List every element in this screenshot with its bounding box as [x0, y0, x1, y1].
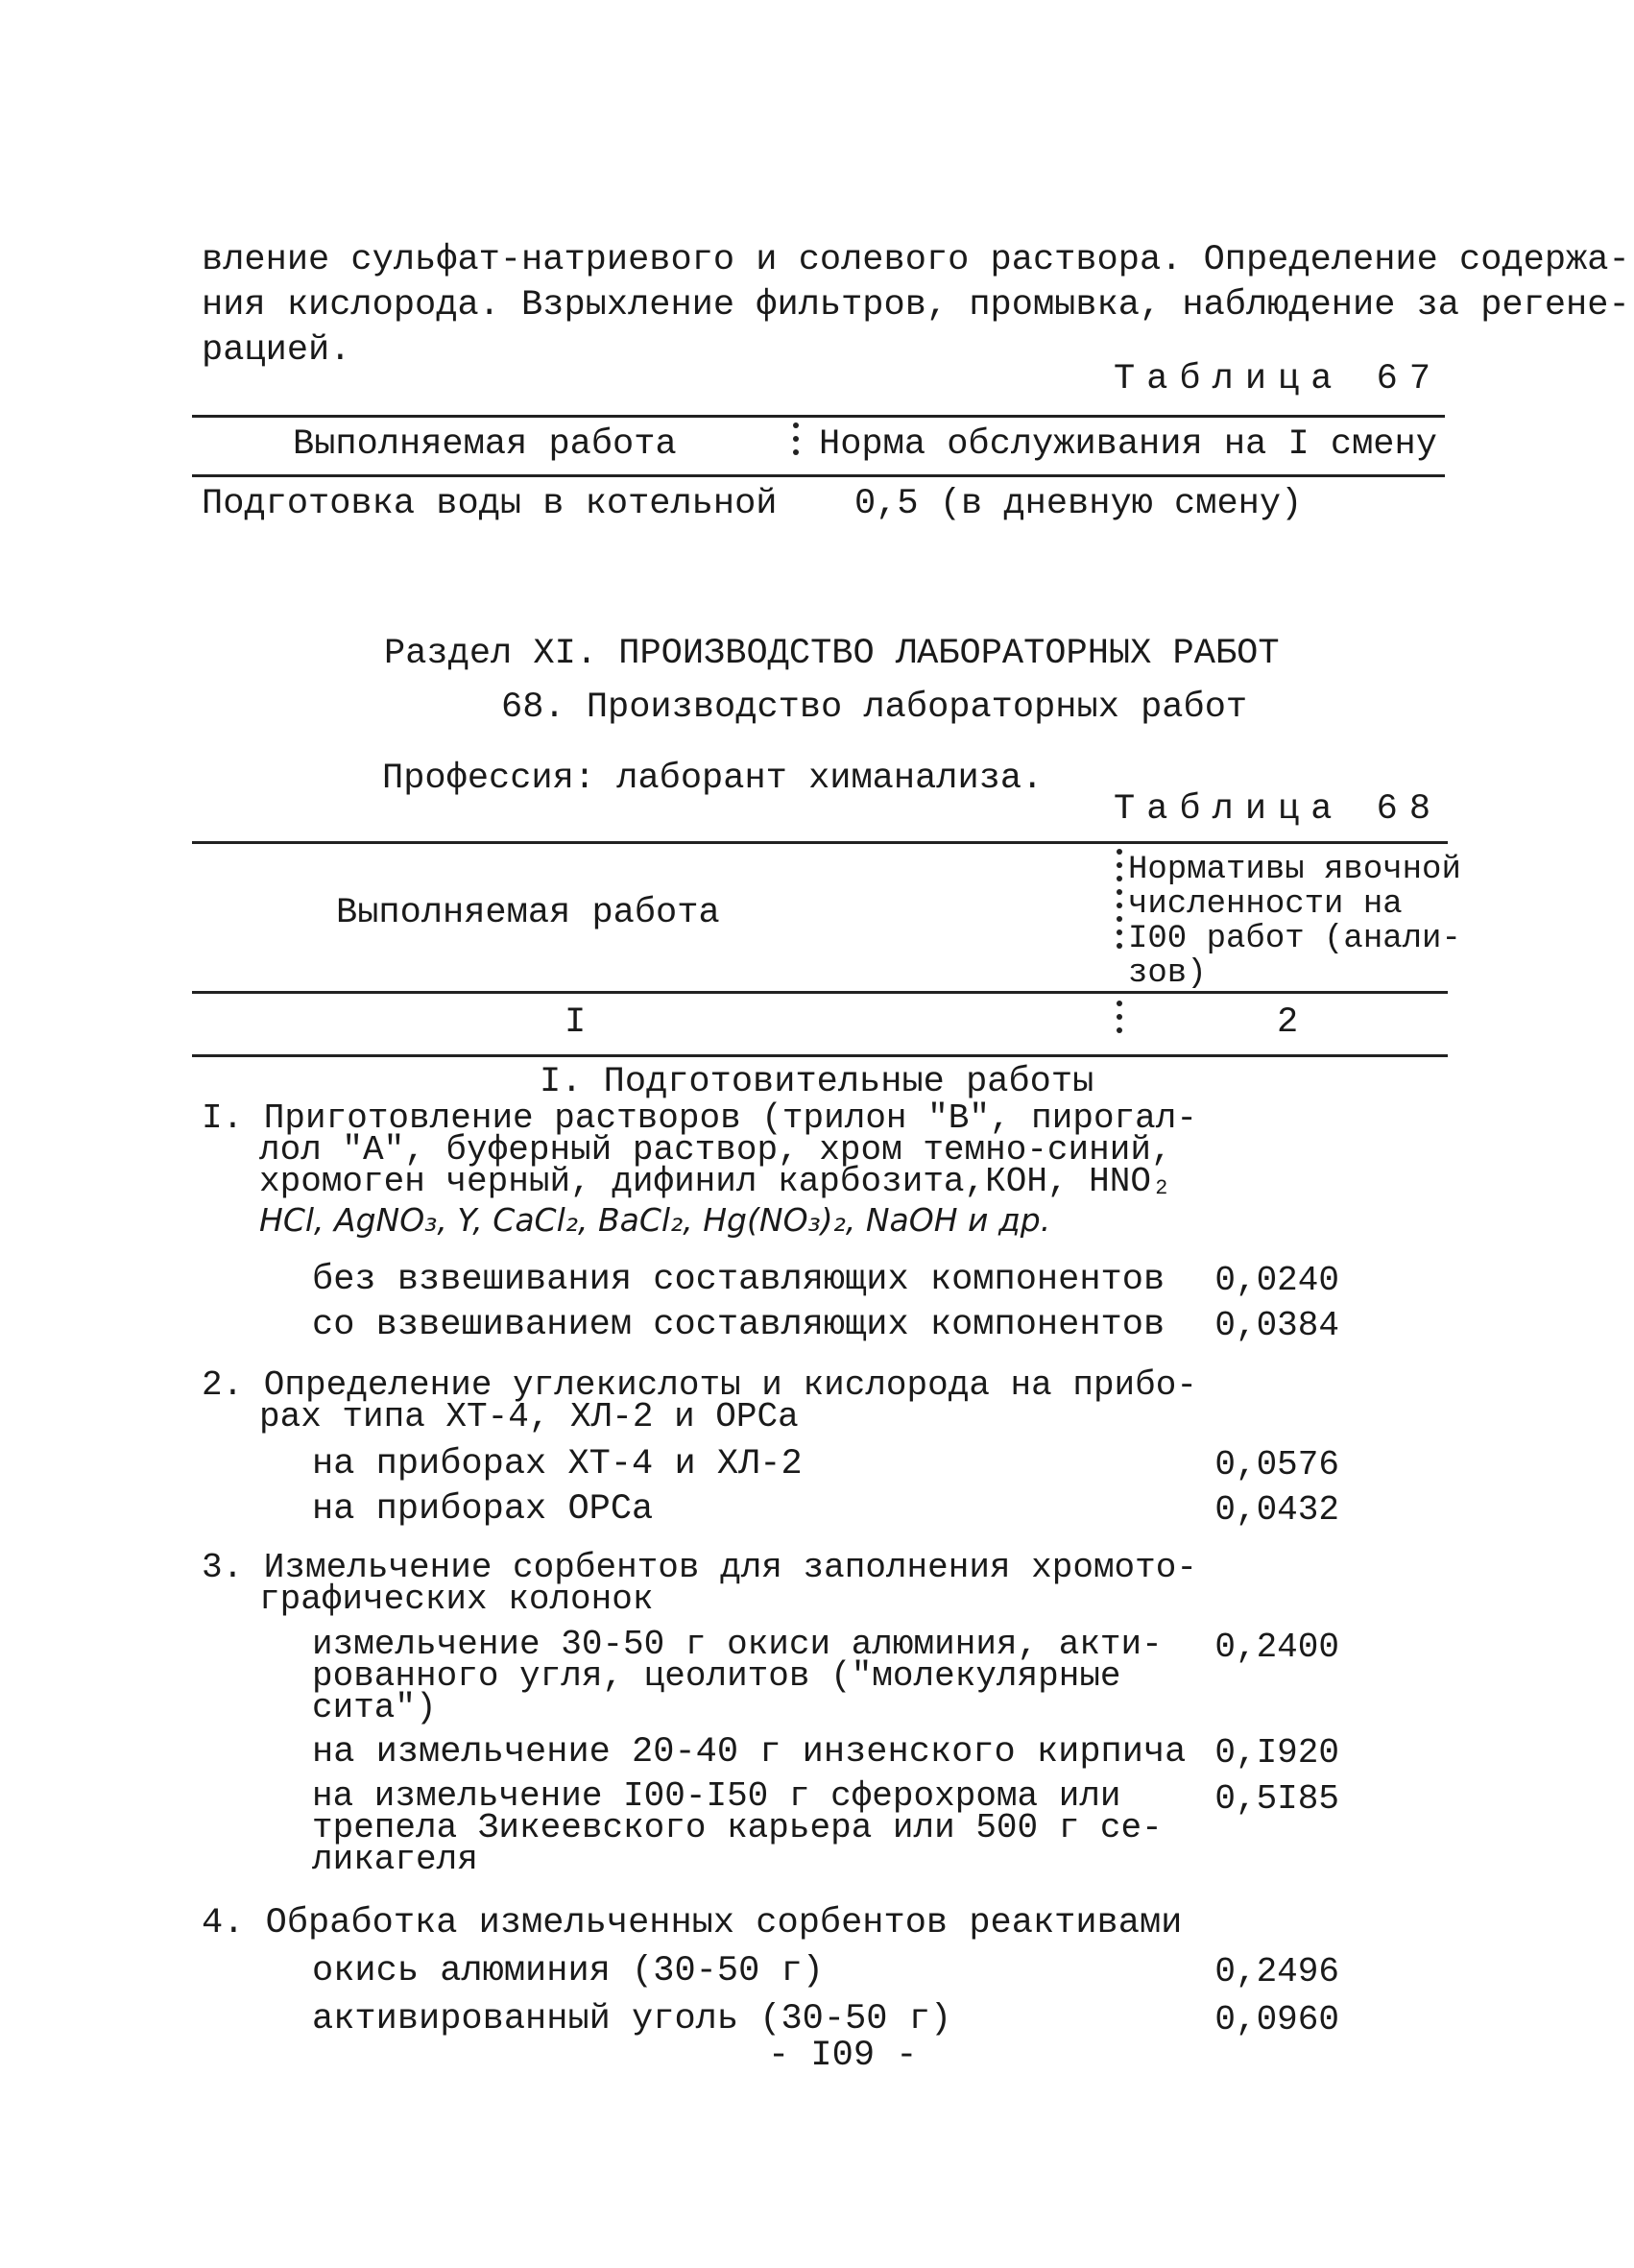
item-line: трепела Зикеевского карьера или 500 г се- [312, 1808, 1163, 1847]
table67-norm-cell: 0,5 (в дневную смену) [854, 484, 1303, 524]
item-line: 3. Измельчение сорбентов для заполнения хромото- [202, 1548, 1197, 1587]
column-separator [1117, 1001, 1122, 1041]
item-line: 2. Определение углекислоты и кислорода на прибо- [202, 1365, 1197, 1405]
intro-line: вление сульфат-натриевого и солевого раствора. Определение содержа- [202, 240, 1630, 280]
item-3-sub-1-value: 0,2400 [1214, 1628, 1339, 1667]
table68-caption: Таблица 68 [1114, 789, 1443, 830]
handwritten-reagents: HCl, AgNO₃, Y, CaCl₂, BaCl₂, Hg(NO₃)₂, NaOH и др. [259, 1201, 1051, 1239]
column-separator [1117, 849, 1122, 956]
item-4-sub-2-value: 0,0960 [1214, 2000, 1339, 2039]
table68-col2-header [1128, 853, 1461, 991]
header-line: Нормативы явочной [1128, 852, 1461, 888]
item-2-title [202, 1365, 1197, 1436]
page-number: - I09 - [768, 2036, 918, 2076]
table68-top-rule [192, 841, 1448, 844]
item-2-sub-1: на приборах ХТ-4 и ХЛ-2 [312, 1444, 803, 1484]
table68-numbers-rule [192, 1054, 1448, 1057]
header-line: численности на [1128, 886, 1403, 923]
header-line: I00 работ (анали- [1128, 921, 1461, 957]
column-number-1: I [565, 1002, 587, 1043]
item-1-sub-2: со взвешиванием составляющих компонентов [312, 1305, 1165, 1345]
item-line: хромоген черный, дифинил карбозита,КОН, HNO₂ [259, 1162, 1172, 1201]
table68-header-rule [192, 991, 1448, 994]
item-line: лол "А", буферный раствор, хром темно-синий, [259, 1130, 1172, 1170]
header-line: зов) [1128, 955, 1207, 992]
item-3-sub-3 [312, 1776, 1163, 1879]
item-4-title: 4. Обработка измельченных сорбентов реактивами [202, 1903, 1183, 1943]
section-subtitle: 68. Производство лабораторных работ [501, 688, 1248, 728]
table67-work-cell: Подготовка воды в котельной [202, 484, 778, 524]
item-line: сита") [312, 1688, 437, 1727]
item-3-sub-2-value: 0,I920 [1214, 1733, 1339, 1773]
table67-col1-header: Выполняемая работа [293, 424, 677, 465]
item-line: I. Приготовление растворов (трилон "В", пирогал- [202, 1098, 1197, 1138]
item-line: ликагеля [312, 1840, 478, 1879]
table67-caption: Таблица 67 [1114, 359, 1443, 399]
intro-paragraph [202, 238, 1630, 374]
section-title: Раздел XI. ПРОИЗВОДСТВО ЛАБОРАТОРНЫХ РАБОТ [384, 634, 1280, 674]
intro-line: рацией. [202, 330, 351, 371]
item-4-sub-1-value: 0,2496 [1214, 1952, 1339, 1991]
group-title: I. Подготовительные работы [540, 1062, 1094, 1102]
item-4-sub-2: активированный уголь (30-50 г) [312, 1999, 952, 2039]
item-1-sub-1: без взвешивания составляющих компонентов [312, 1260, 1165, 1300]
profession-line: Профессия: лаборант химанализа. [382, 759, 1044, 799]
table67-top-rule [192, 415, 1445, 418]
item-line: измельчение 30-50 г окиси алюминия, акти- [312, 1625, 1163, 1664]
item-3-sub-1 [312, 1625, 1163, 1727]
table67-header-rule [192, 474, 1445, 477]
item-4-sub-1: окись алюминия (30-50 г) [312, 1951, 824, 1991]
item-1-sub-1-value: 0,0240 [1214, 1261, 1339, 1300]
table67-col2-header: Норма обслуживания на I смену [819, 424, 1437, 465]
item-line: графических колонок [259, 1580, 654, 1619]
table68-col1-header: Выполняемая работа [336, 893, 720, 933]
intro-line: ния кислорода. Взрыхление фильтров, промывка, наблюдение за регене- [202, 285, 1630, 326]
item-1-title [202, 1098, 1197, 1201]
column-number-2: 2 [1277, 1002, 1299, 1043]
item-3-title [202, 1548, 1197, 1619]
item-line: на измельчение I00-I50 г сферохрома или [312, 1776, 1121, 1816]
item-3-sub-2: на измельчение 20-40 г инзенского кирпича [312, 1732, 1187, 1773]
item-1-sub-2-value: 0,0384 [1214, 1306, 1339, 1345]
item-3-sub-3-value: 0,5I85 [1214, 1779, 1339, 1819]
item-2-sub-2-value: 0,0432 [1214, 1490, 1339, 1530]
item-2-sub-2: на приборах ОРСа [312, 1489, 654, 1530]
item-line: рах типа ХТ-4, ХЛ-2 и ОРСа [259, 1397, 799, 1436]
item-2-sub-1-value: 0,0576 [1214, 1445, 1339, 1484]
column-separator [793, 422, 799, 463]
item-line: рованного угля, цеолитов ("молекулярные [312, 1656, 1121, 1696]
